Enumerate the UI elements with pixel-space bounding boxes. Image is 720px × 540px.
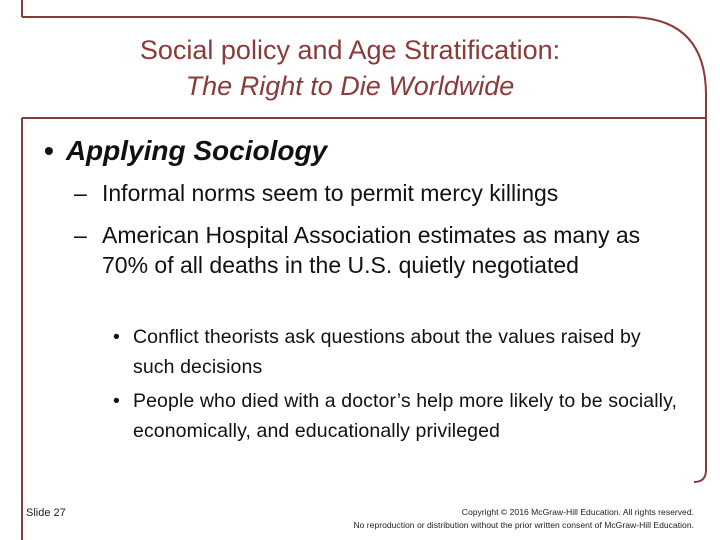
section-heading <box>44 133 327 169</box>
slide-title <box>20 32 680 104</box>
bullet-icon: • <box>113 390 120 412</box>
subpoint-text: People who died with a doctor’s help more likely to be socially, economically, and educationally privileged <box>133 390 678 442</box>
section-heading-text: Applying Sociology <box>65 135 328 166</box>
slide-title-line1: Social policy and Age Stratification: <box>139 35 561 65</box>
bullet-icon: • <box>44 135 54 166</box>
copyright-notice <box>353 506 694 532</box>
slide-title-line2: The Right to Die Worldwide <box>185 71 515 101</box>
point-text: American Hospital Association estimates as many as 70% of all deaths in the U.S. quietly negotiated <box>102 222 641 278</box>
copyright-line2: No reproduction or distribution without the prior written consent of McGraw-Hill Education. <box>353 520 694 530</box>
subpoint-item <box>113 322 683 382</box>
point-text: Informal norms seem to permit mercy killings <box>102 180 559 206</box>
copyright-line1: Copyright © 2016 McGraw-Hill Education. All rights reserved. <box>461 507 694 517</box>
point-item <box>74 178 674 208</box>
point-item <box>74 220 674 280</box>
dash-icon: – <box>74 222 87 248</box>
subpoint-text: Conflict theorists ask questions about the values raised by such decisions <box>133 326 641 378</box>
bullet-icon: • <box>113 326 120 348</box>
subpoint-item <box>113 386 683 446</box>
dash-icon: – <box>74 180 87 206</box>
slide-number: Slide 27 <box>26 507 66 519</box>
